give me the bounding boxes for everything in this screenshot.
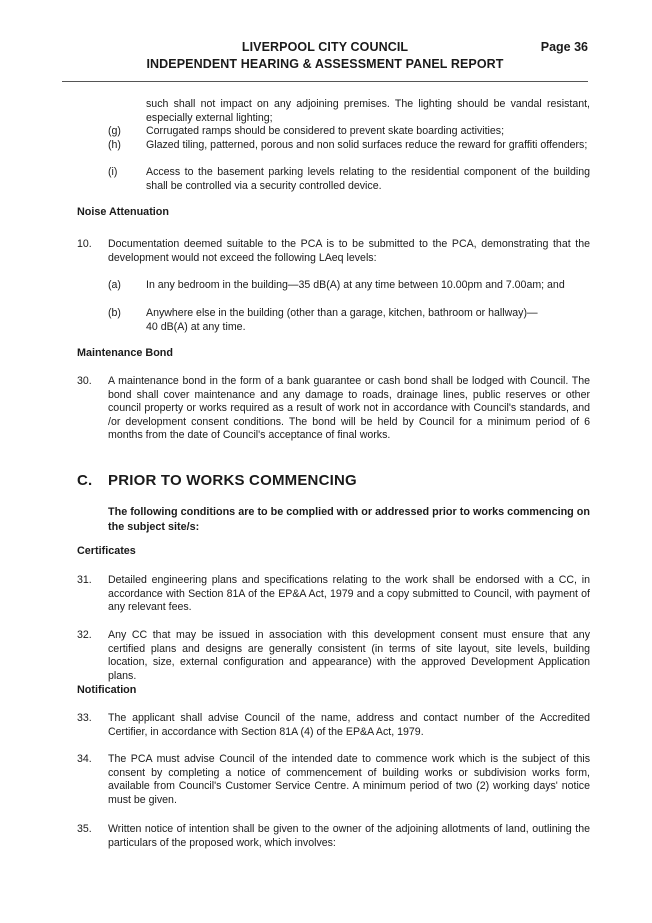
condition-number: 33. xyxy=(77,712,92,724)
list-item-label: (b) xyxy=(108,307,121,319)
list-item-label: (a) xyxy=(108,279,121,291)
condition-text: The applicant shall advise Council of the name, address and contact number of the Accredited Certifier, in accordance with Section 81A (4) of the EP&A Act, 1979. xyxy=(108,712,590,738)
condition-text: Written notice of intention shall be given to the owner of the adjoining allotments of land, outlining the particulars of the proposed work, which involves: xyxy=(108,823,590,849)
certificates-heading: Certificates xyxy=(77,545,136,557)
condition-number: 34. xyxy=(77,753,92,765)
maintenance-bond-heading: Maintenance Bond xyxy=(77,347,173,359)
list-item-text: Glazed tiling, patterned, porous and non solid surfaces reduce the reward for graffiti offenders; xyxy=(146,139,588,151)
condition-number: 10. xyxy=(77,238,92,250)
list-item-text: Anywhere else in the building (other than a garage, kitchen, bathroom or hallway)—40 dB(A) at any time. xyxy=(146,307,538,333)
condition-text: Any CC that may be issued in association with this development consent must ensure that any certified plans and designs are generally consistent (in terms of site layout, site levels, building location, size, external configuration and appearance) with the approved Development Application plans. xyxy=(108,629,590,682)
list-item-text: Access to the basement parking levels relating to the residential component of the building shall be controlled via a security controlled device. xyxy=(146,166,590,192)
page-header xyxy=(62,37,588,77)
notification-heading: Notification xyxy=(77,684,137,696)
list-item-label: (g) xyxy=(108,125,121,137)
list-item-label: (h) xyxy=(108,139,121,151)
list-item-label: (i) xyxy=(108,166,118,178)
noise-attenuation-heading: Noise Attenuation xyxy=(77,206,169,218)
section-letter: C. xyxy=(77,472,93,489)
section-title: PRIOR TO WORKS COMMENCING xyxy=(108,472,357,489)
condition-text: A maintenance bond in the form of a bank guarantee or cash bond shall be lodged with Council. The bond shall cover maintenance and any damage to roads, drainage lines, public reserves or other council property or works required as a result of work not in accordance with Council's standards, and /or development consent conditions. The bond will be held by Council for a minimum period of 6 months from the date of Council's acceptance of final works. xyxy=(108,375,590,442)
list-item-text: In any bedroom in the building—35 dB(A) at any time between 10.00pm and 7.00am; and xyxy=(146,279,565,291)
condition-number: 30. xyxy=(77,375,92,387)
condition-number: 32. xyxy=(77,629,92,641)
condition-text: The PCA must advise Council of the intended date to commence work which is the subject of this consent by completing a notice of commencement of building works or subdivision works form, available from Council's Customer Service Centre. A minimum period of two (2) working days' notice must be given. xyxy=(108,753,590,806)
continuation-paragraph: such shall not impact on any adjoining premises. The lighting should be vandal resistant, especially external lighting; xyxy=(146,98,590,124)
section-intro: The following conditions are to be complied with or addressed prior to works commencing on the subject site/s: xyxy=(108,506,590,533)
header-report-title: INDEPENDENT HEARING & ASSESSMENT PANEL REPORT xyxy=(146,57,504,71)
condition-number: 35. xyxy=(77,823,92,835)
list-item-text: Corrugated ramps should be considered to prevent skate boarding activities; xyxy=(146,125,505,137)
condition-number: 31. xyxy=(77,574,92,586)
header-divider xyxy=(62,81,588,82)
header-council-name: LIVERPOOL CITY COUNCIL xyxy=(241,40,409,54)
page-number: Page 36 xyxy=(540,40,588,54)
condition-text: Detailed engineering plans and specifications relating to the work shall be endorsed with a CC, in accordance with Section 81A of the EP&A Act, 1979 and a copy submitted to Council, with payment of any relevant fees. xyxy=(108,574,590,614)
condition-text: Documentation deemed suitable to the PCA is to be submitted to the PCA, demonstrating that the development would not exceed the following LAeq levels: xyxy=(108,238,590,264)
